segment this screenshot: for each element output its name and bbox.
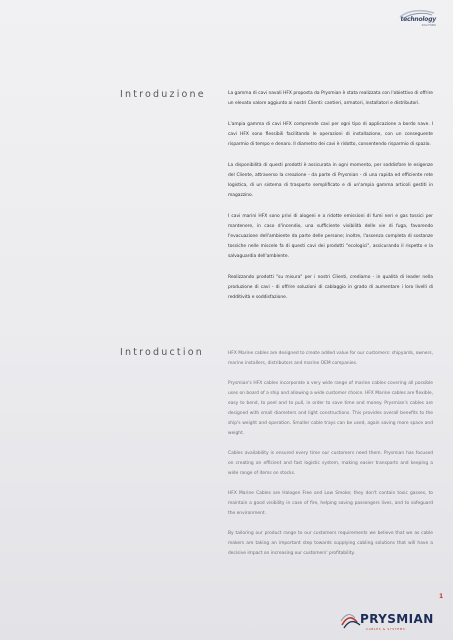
brand-tagline: CABLES & SYSTEMS <box>366 627 406 631</box>
english-paragraph: HFX Marine cables are designed to create added value for our customers: shipyards, owners, marine installers, distributors and marine OEM companies. <box>228 351 433 366</box>
italian-paragraph: La disponibilità di questi prodotti è assicurata in ogni momento, per soddisfare le esigenze del Cliente, attraverso la creazione - da parte di Prysmian - di una rapida ed efficiente rete logistica, di un sistema di trasporto semplificato e di un'ampia gamma articoli gestiti in magazzino. <box>228 163 433 198</box>
english-paragraph: HFX Marine Cables are Halogen Free and Low Smoke; they don't contain toxic gasses, to maintain a good visibility in case of fire, helping saving passengers lives, and to safeguard the environment. <box>228 491 433 516</box>
brand-name: PRYSMIAN <box>360 612 434 626</box>
logo-subline: SOLUTIONS <box>421 24 436 27</box>
english-paragraph: By tailoring our product range to our customers requirements we believe that we as cable makers are taking an important step towards supplying cabling solutions that will have a decisive impact on increasing our customers' profitability. <box>228 531 433 556</box>
technology-logo <box>396 9 436 31</box>
prysmian-logo <box>340 609 436 635</box>
page-number: 1 <box>439 593 444 600</box>
italian-paragraph: Realizzando prodotti "su misura" per i nostri Clienti, crediamo - in qualità di leader nella produzione di cavi - di offrire soluzioni di cablaggio in grado di aumentare i loro livelli di redditività e soddisfazione. <box>228 275 433 300</box>
italian-text-block <box>228 89 433 314</box>
english-text-block <box>228 349 433 569</box>
heading-english: Introduction <box>120 347 204 358</box>
italian-paragraph: I cavi marini HFX sono privi di alogeni e a ridotte emissioni di fumi neri e gas tossici per mantenere, in caso d'incendio, una sufficiente visibilità delle vie di fuga, favorendo l'evacuazione dell'ambiente da parte delle persone; inoltre, l'assenza completa di sostanze tossiche nelle miscele fa di questi cavi dei prodotti "ecologici", assicurando il rispetto e la salvaguardia dell'ambiente. <box>228 214 433 259</box>
heading-italian: Introduzione <box>120 89 206 100</box>
italian-paragraph: L'ampia gamma di cavi HFX comprende cavi per ogni tipo di applicazione a bordo nave. I cavi HFX sono flessibili facilitando le operazioni di installazione, con un conseguente risparmio di tempo e denaro. Il diametro dei cavi è ridotto, consentendo risparmio di spazio. <box>228 122 433 147</box>
logo-wordmark: technology <box>400 16 436 23</box>
english-paragraph: Cables availability is ensured every time our customers need them. Prysmian has focused on creating an efficient and fast logistic system, making easier transports and keeping a wide range of items on stocks. <box>228 451 433 476</box>
italian-paragraph: La gamma di cavi navali HFX proposta da Prysmian è stata realizzata con l'obiettivo di offrire un elevato valore aggiunto ai nostri Clienti: cantieri, armatori, installatori e distributori. <box>228 91 433 106</box>
english-paragraph: Prysmian's HFX cables incorporate a very wide range of marine cables covering all possible uses on board of a ship and allowing a wide customer choice. HFX Marine cables are flexible, easy to bend, to peel and to pull, in order to save time and money. Prysmian's cables are designed with small diameters and light constructions. This provides overall benefits to the ship's weight and operation. Smaller cable trays can be used, again saving more space and weight. <box>228 381 433 436</box>
